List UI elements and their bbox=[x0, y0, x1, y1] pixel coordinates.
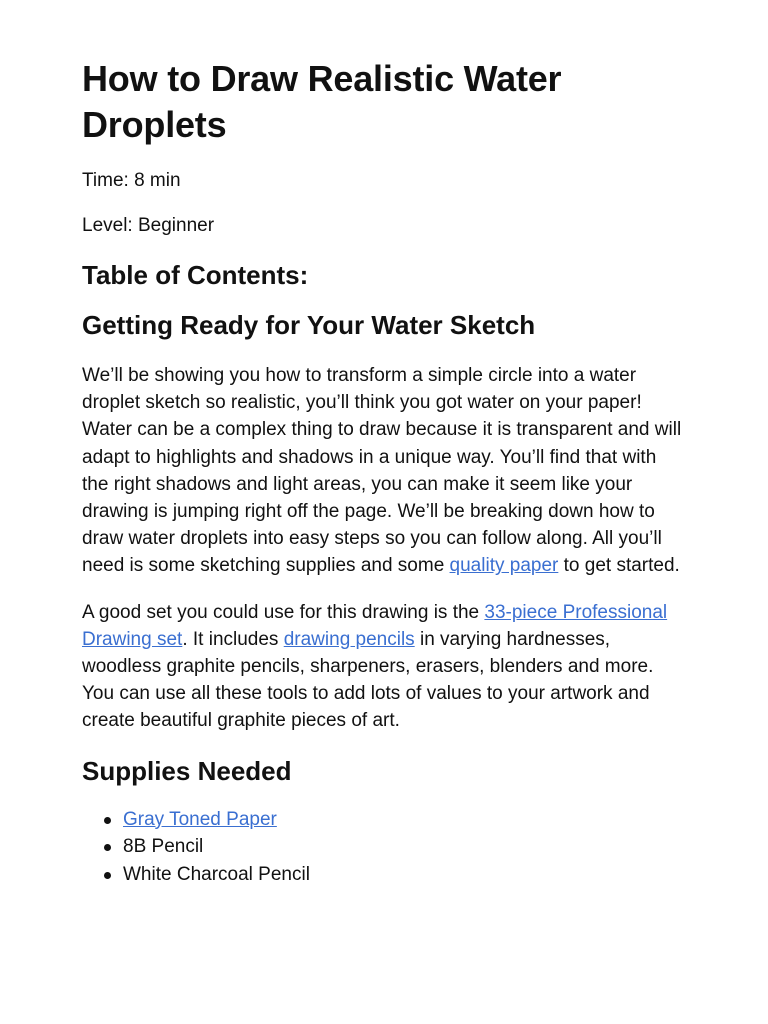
section-heading-getting-ready: Getting Ready for Your Water Sketch bbox=[82, 310, 536, 340]
bullet-icon bbox=[104, 817, 111, 824]
bullet-icon bbox=[104, 872, 111, 879]
supply-label: 8B Pencil bbox=[123, 836, 204, 858]
article-title: How to Draw Realistic Water Droplets bbox=[82, 58, 562, 145]
drawing-set-text-b: . It includes bbox=[182, 628, 284, 650]
intro-paragraph bbox=[82, 362, 686, 580]
quality-paper-link[interactable]: quality paper bbox=[449, 555, 559, 577]
supplies-heading: Supplies Needed bbox=[82, 755, 292, 786]
read-time: Time: 8 min bbox=[82, 170, 181, 191]
list-item bbox=[104, 833, 686, 861]
drawing-set-text-a: A good set you could use for this drawing is the bbox=[82, 601, 485, 623]
list-item bbox=[104, 861, 686, 889]
list-item bbox=[104, 806, 686, 834]
bullet-icon bbox=[104, 844, 111, 851]
supplies-list bbox=[82, 806, 686, 889]
table-of-contents-heading: Table of Contents: bbox=[82, 260, 309, 290]
supply-label: White Charcoal Pencil bbox=[123, 863, 310, 885]
drawing-pencils-link[interactable]: drawing pencils bbox=[283, 628, 415, 650]
drawing-set-text-c: in varying hardnesses, woodless graphite pencils, sharpeners, erasers, blenders and more. You can use all these tools to add lots of values to your artwork and create beautiful graphite pieces of art. bbox=[82, 628, 654, 732]
intro-text: We’ll be showing you how to transform a simple circle into a water droplet sketch so realistic, you’ll think you got water on your paper! Water can be a complex thing to draw because it is transparent and will adapt to highlights and shadows in a unique way. You’ll find that with the right shadows and light areas, you can make it seem like your drawing is jumping right off the page. We’ll be breaking down how to draw water droplets into easy steps so you can follow along. All you’ll need is some sketching supplies and some bbox=[82, 365, 682, 577]
drawing-set-paragraph bbox=[82, 599, 686, 735]
gray-toned-paper-link[interactable]: Gray Toned Paper bbox=[123, 808, 277, 830]
difficulty-level: Level: Beginner bbox=[82, 215, 215, 236]
intro-tail-text: to get started. bbox=[558, 555, 680, 577]
drawing-set-link[interactable]: 33-piece Professional Drawing set bbox=[82, 601, 668, 650]
